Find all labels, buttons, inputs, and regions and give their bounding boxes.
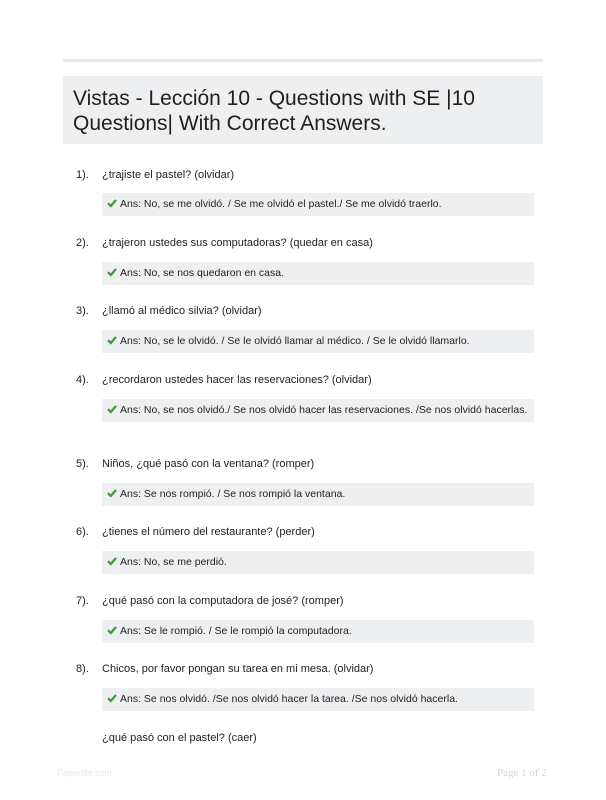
question-text: ¿trajiste el pastel? (olvidar) [102, 169, 235, 181]
answer-box [102, 688, 534, 711]
answer-text: Ans: No, se me olvidó. / Se me olvidó el pastel./ Se me olvidó traerlo. [120, 198, 442, 210]
answer-text: Ans: No, se le olvidó. / Se le olvidó llamar al médico. / Se le olvidó llamarlo. [120, 335, 470, 347]
answer-box [102, 483, 534, 506]
question-number: 2). [76, 237, 89, 249]
question-text: Chicos, por favor pongan su tarea en mi mesa. (olvidar) [102, 663, 374, 675]
question-number: 3). [76, 305, 89, 317]
check-icon [107, 488, 117, 498]
answer-box [102, 330, 534, 353]
answer-box [102, 399, 534, 422]
answer-box [102, 551, 534, 574]
page-number: Page 1 of 2 [497, 767, 547, 779]
footer-site-watermark: Paperlibr.com [57, 768, 113, 778]
answer-text: Ans: No, se nos quedaron en casa. [120, 267, 285, 279]
question-text: ¿qué pasó con el pastel? (caer) [102, 732, 257, 744]
question-number: 5). [76, 458, 89, 470]
answer-text: Ans: No, se nos olvidó./ Se nos olvidó hacer las reservaciones. /Se nos olvidó hacerlas. [120, 404, 528, 416]
check-icon [107, 625, 117, 635]
check-icon [107, 404, 117, 414]
question-text: ¿tienes el número del restaurante? (perder) [102, 526, 315, 538]
question-text: ¿qué pasó con la computadora de josé? (romper) [102, 595, 344, 607]
answer-text: Ans: Se nos rompió. / Se nos rompió la ventana. [120, 488, 346, 500]
answer-box [102, 262, 534, 285]
title-box [63, 76, 543, 144]
answer-text: Ans: No, se me perdió. [120, 556, 227, 568]
check-icon [107, 198, 117, 208]
check-icon [107, 693, 117, 703]
answer-text: Ans: Se le rompió. / Se le rompió la computadora. [120, 625, 352, 637]
check-icon [107, 556, 117, 566]
question-text: ¿trajeron ustedes sus computadoras? (quedar en casa) [102, 237, 373, 249]
answer-box [102, 193, 534, 216]
top-divider [63, 59, 543, 62]
question-number: 4). [76, 374, 89, 386]
question-text: ¿recordaron ustedes hacer las reservaciones? (olvidar) [102, 374, 372, 386]
question-number: 6). [76, 526, 89, 538]
question-text: ¿llamó al médico silvia? (olvidar) [102, 305, 262, 317]
page-title: Vistas - Lección 10 - Questions with SE |10 Questions| With Correct Answers. [73, 87, 475, 135]
question-number: 8). [76, 663, 89, 675]
question-number: 1). [76, 169, 89, 181]
check-icon [107, 335, 117, 345]
answer-text: Ans: Se nos olvidó. /Se nos olvidó hacer la tarea. /Se nos olvidó hacerla. [120, 693, 458, 705]
answer-box [102, 620, 534, 643]
question-number: 7). [76, 595, 89, 607]
check-icon [107, 267, 117, 277]
question-text: Niños, ¿qué pasó con la ventana? (romper) [102, 458, 315, 470]
